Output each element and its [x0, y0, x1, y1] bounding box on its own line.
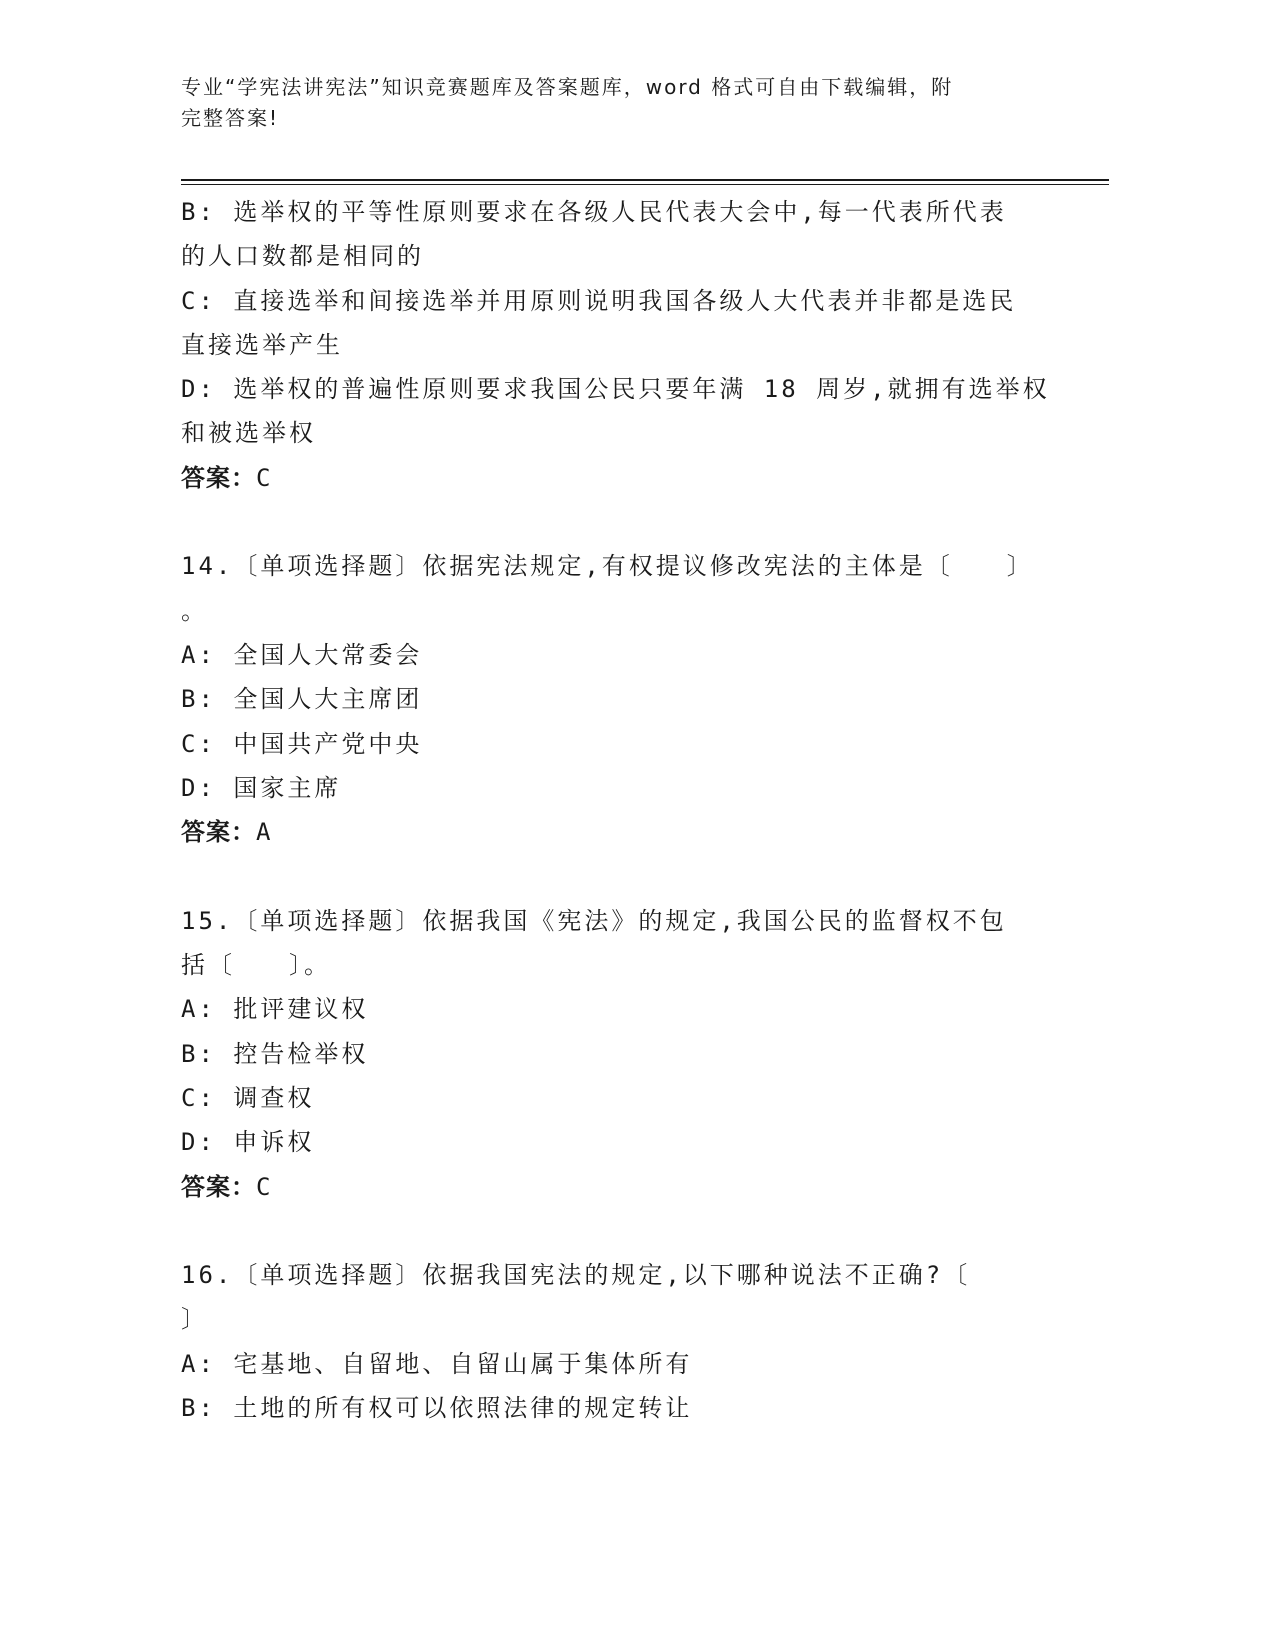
header-line-2: 完整答案! [181, 106, 280, 130]
answer-label: 答案： [181, 1172, 256, 1201]
answer-line [181, 1165, 1061, 1209]
question-16 [181, 1253, 1061, 1430]
question-stem-line-2: 。 [181, 596, 208, 625]
option-b-line-1: B: 选举权的平等性原则要求在各级人民代表大会中,每一代表所代表 [181, 198, 1007, 226]
option-a: A: 全国人大常委会 [181, 640, 423, 669]
answer-value: C [256, 463, 273, 492]
option-d: D: 国家主席 [181, 773, 342, 802]
option-d-line-1: D: 选举权的普遍性原则要求我国公民只要年满 18 周岁,就拥有选举权 [181, 375, 1050, 404]
option-c-line-1: C: 直接选举和间接选举并用原则说明我国各级人大代表并非都是选民 [181, 286, 1017, 315]
option-d: D: 申诉权 [181, 1128, 315, 1157]
spacer [181, 1209, 1061, 1253]
option-b: B: 控告检举权 [181, 1039, 369, 1068]
question-stem-line-1: 16.〔单项选择题〕依据我国宪法的规定,以下哪种说法不正确?〔 [181, 1261, 971, 1290]
answer-label: 答案： [181, 818, 256, 847]
option-a: A: 宅基地、自留地、自留山属于集体所有 [181, 1349, 693, 1378]
option-c: C: 中国共产党中央 [181, 729, 423, 758]
answer-label: 答案： [181, 463, 256, 492]
question-content [181, 190, 1061, 1430]
page-header [181, 72, 1041, 134]
question-stem-line-2: 括〔 〕。 [181, 951, 331, 980]
option-b-line-2: 的人口数都是相同的 [181, 242, 424, 271]
option-b: B: 土地的所有权可以依照法律的规定转让 [181, 1394, 693, 1423]
prev-question [181, 190, 1061, 500]
spacer [181, 854, 1061, 898]
question-stem-line-2: 〕 [181, 1305, 208, 1334]
header-rule-thin [181, 184, 1109, 185]
question-stem-line-1: 15.〔单项选择题〕依据我国《宪法》的规定,我国公民的监督权不包 [181, 906, 1007, 935]
question-stem-line-1: 14.〔单项选择题〕依据宪法规定,有权提议修改宪法的主体是〔 〕 [181, 552, 1034, 581]
option-d-line-2: 和被选举权 [181, 419, 316, 448]
header-line-1: 专业“学宪法讲宪法”知识竞赛题库及答案题库，word 格式可自由下载编辑，附 [181, 75, 954, 99]
header-rule-thick [181, 179, 1109, 181]
option-c-line-2: 直接选举产生 [181, 330, 343, 359]
option-a: A: 批评建议权 [181, 995, 369, 1024]
answer-line [181, 810, 1061, 854]
option-b: B: 全国人大主席团 [181, 685, 423, 714]
question-14 [181, 544, 1061, 854]
answer-value: C [256, 1172, 273, 1201]
option-c: C: 调查权 [181, 1083, 315, 1112]
question-15 [181, 899, 1061, 1209]
answer-value: A [256, 818, 273, 847]
answer-line [181, 456, 1061, 500]
spacer [181, 500, 1061, 544]
